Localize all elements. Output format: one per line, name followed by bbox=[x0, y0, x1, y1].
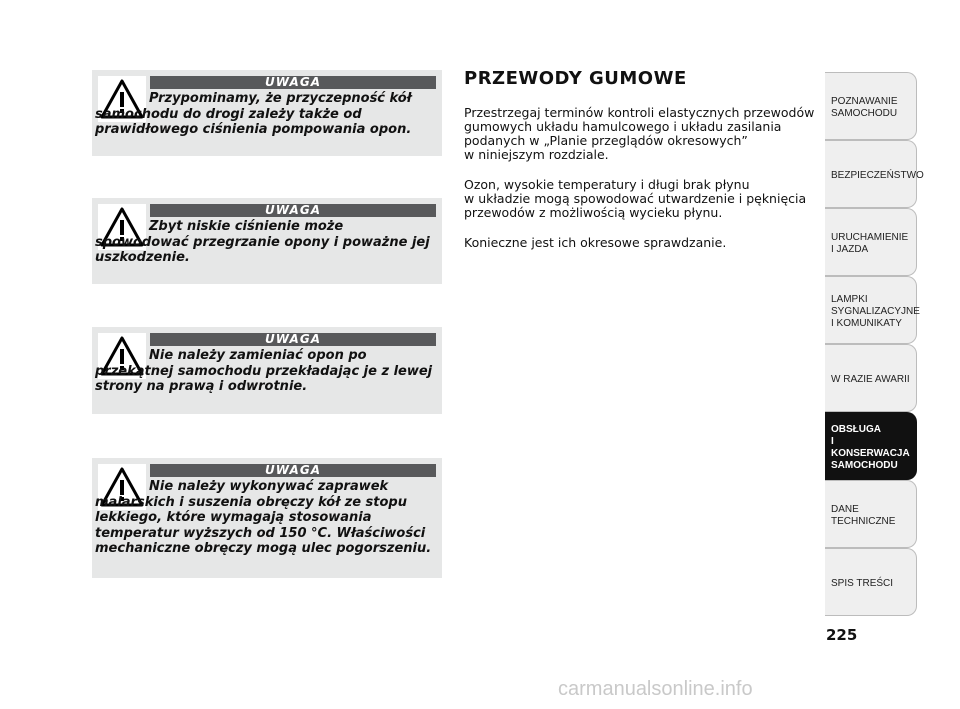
tab-uruchamienie-i-jazda[interactable]: URUCHAMIENIE I JAZDA bbox=[825, 208, 917, 276]
warning-label: UWAGA bbox=[150, 76, 436, 89]
warning-box-2 bbox=[92, 198, 442, 284]
warning-text: Nie należy zamieniać opon po przekątnej samochodu przekładając je z lewej strony na prawą i odwrotnie. bbox=[95, 348, 433, 394]
warning-label: UWAGA bbox=[150, 204, 436, 217]
tab-poznawanie-samochodu[interactable]: POZNAWANIE SAMOCHODU bbox=[825, 72, 917, 140]
tab-lampki-sygnalizacyjne[interactable]: LAMPKI SYGNALIZACYJNE I KOMUNIKATY bbox=[825, 276, 917, 344]
tab-obsluga-i-konserwacja[interactable]: OBSŁUGA I KONSERWACJA SAMOCHODU bbox=[825, 412, 917, 480]
warning-box-3 bbox=[92, 327, 442, 414]
tab-spis-tresci[interactable]: SPIS TREŚCI bbox=[825, 548, 917, 616]
warning-label: UWAGA bbox=[150, 333, 436, 346]
page-number: 225 bbox=[826, 626, 858, 644]
watermark: carmanualsonline.info bbox=[558, 678, 753, 700]
warning-text: Nie należy wykonywać zaprawek malarskich i suszenia obręczy kół ze stopu lekkiego, które wymagają stosowania temperatur wyższych od 150 °C. Właściwości mechaniczne obręczy mogą ulec pogorszeniu. bbox=[95, 479, 432, 556]
warning-box-4 bbox=[92, 458, 442, 578]
article-paragraph: Ozon, wysokie temperatury i długi brak płynu w układzie mogą spowodować utwardzenie i pęknięcia przewodów z możliwością wycieku płynu. bbox=[464, 177, 807, 220]
warning-label: UWAGA bbox=[150, 464, 436, 477]
tab-bezpieczenstwo[interactable]: BEZPIECZEŃSTWO bbox=[825, 140, 917, 208]
tab-dane-techniczne[interactable]: DANE TECHNICZNE bbox=[825, 480, 917, 548]
warning-box-1 bbox=[92, 70, 442, 156]
section-title: PRZEWODY GUMOWE bbox=[464, 68, 687, 89]
tab-w-razie-awarii[interactable]: W RAZIE AWARII bbox=[825, 344, 917, 412]
warning-text: Zbyt niskie ciśnienie może spowodować przegrzanie opony i poważne jej uszkodzenie. bbox=[95, 219, 430, 265]
article-paragraph: Konieczne jest ich okresowe sprawdzanie. bbox=[464, 235, 727, 250]
article-paragraph: Przestrzegaj terminów kontroli elastycznych przewodów gumowych układu hamulcowego i układu zasilania podanych w „Planie przeglądów okresowych” w niniejszym rozdziale. bbox=[464, 105, 815, 162]
warning-text: Przypominamy, że przyczepność kół samochodu do drogi zależy także od prawidłowego ciśnienia pompowania opon. bbox=[95, 91, 412, 137]
